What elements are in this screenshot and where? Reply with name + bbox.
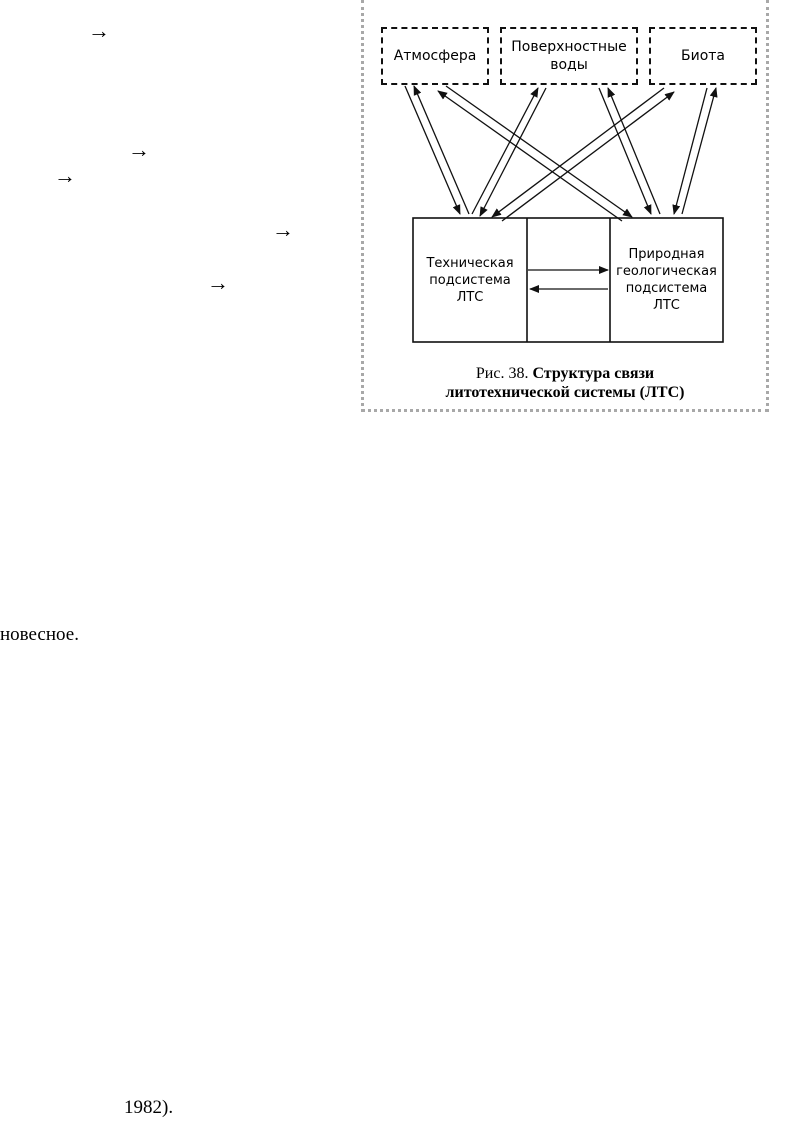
arrow-glyph-3: → — [54, 163, 76, 188]
arrow-glyph-4: → — [272, 217, 294, 242]
arrow-biota-to-natural — [674, 88, 707, 214]
technical-subsystem-box: Техническая подсистема ЛТС — [426, 255, 514, 305]
arrow-technical-to-waters — [472, 88, 538, 214]
arrow-glyph-1: → — [88, 18, 110, 43]
surface-waters-box: Поверхностные воды — [500, 27, 638, 85]
figure-caption — [364, 364, 766, 402]
text-fragment-year: 1982). — [124, 1097, 174, 1118]
text-fragment-oscillating: новесное. — [0, 624, 79, 645]
arrow-atmosphere-to-technical — [405, 86, 460, 214]
arrow-atmosphere-to-natural — [446, 86, 632, 217]
arrow-natural-to-atmosphere — [438, 91, 622, 221]
caption-title-line2: литотехнической системы (ЛТС) — [445, 384, 685, 401]
atmosphere-box: Атмосфера — [381, 27, 489, 85]
natural-subsystem-box: Природная геологическая подсистема ЛТС — [616, 247, 717, 313]
arrow-waters-to-technical — [480, 88, 546, 216]
arrow-waters-to-natural — [599, 88, 651, 214]
arrow-natural-to-biota — [682, 88, 716, 214]
arrow-natural-to-waters — [608, 88, 660, 214]
arrow-technical-to-biota — [502, 92, 674, 221]
biota-box: Биота — [649, 27, 757, 85]
arrow-glyph-5: → — [207, 270, 229, 295]
arrow-technical-to-atmosphere — [414, 86, 469, 214]
arrow-biota-to-technical — [492, 88, 664, 217]
lts-structure-figure — [361, 0, 769, 412]
arrow-glyph-2: → — [128, 137, 150, 162]
caption-prefix: Рис. 38. — [475, 365, 529, 382]
caption-title-line1: Структура связи — [532, 365, 655, 382]
